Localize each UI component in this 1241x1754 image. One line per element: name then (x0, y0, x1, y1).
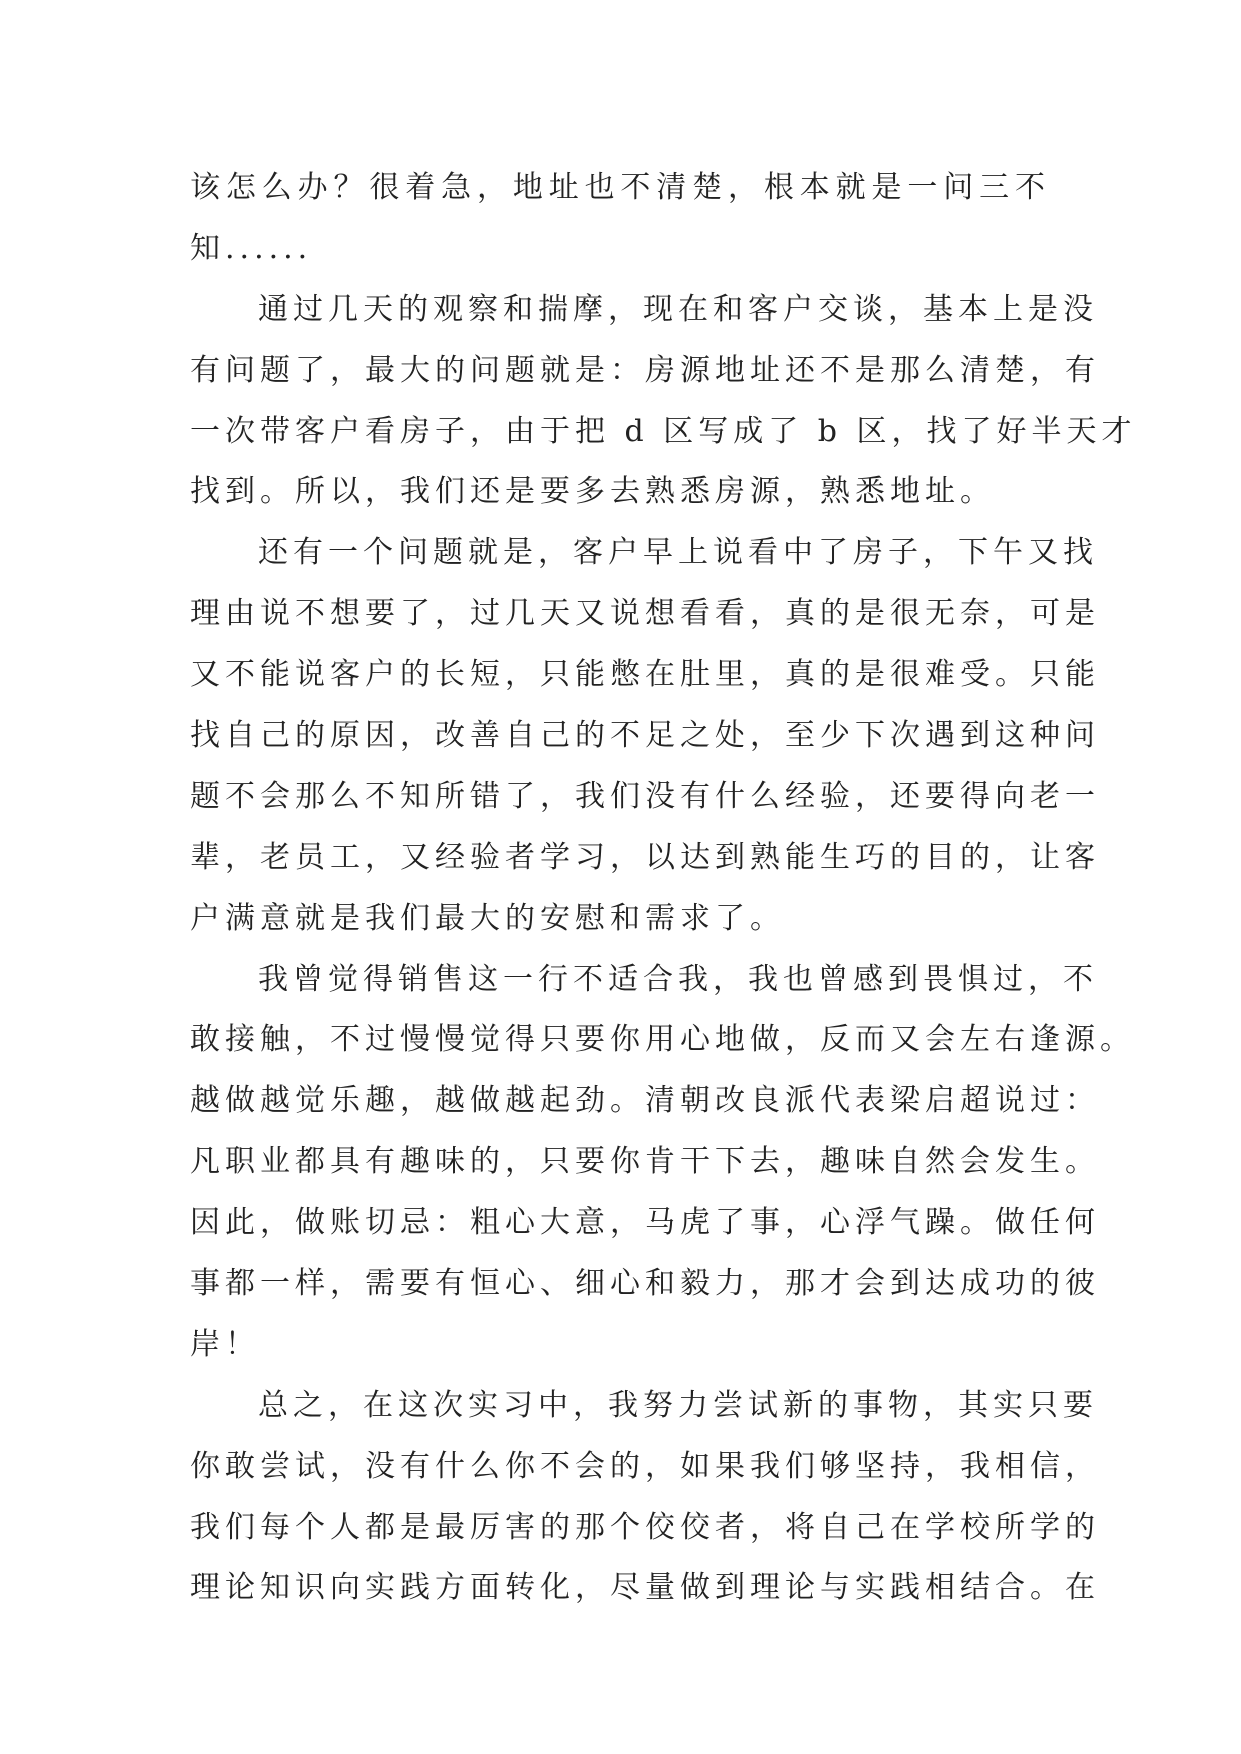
paragraph-first-line: 总之，在这次实习中，我努力尝试新的事物，其实只要 (258, 1387, 1098, 1423)
text-line: 户满意就是我们最大的安慰和需求了。 (190, 900, 785, 936)
text-line: 题不会那么不知所错了，我们没有什么经验，还要得向老一 (190, 778, 1100, 814)
text-line: 找到。所以，我们还是要多去熟悉房源，熟悉地址。 (190, 474, 995, 510)
text-line: 敢接触，不过慢慢觉得只要你用心地做，反而又会左右逢源。 (190, 1022, 1135, 1058)
text-line: 又不能说客户的长短，只能憋在肚里，真的是很难受。只能 (190, 657, 1100, 693)
text-line: 辈，老员工，又经验者学习，以达到熟能生巧的目的，让客 (190, 839, 1100, 875)
text-line: 有问题了，最大的问题就是：房源地址还不是那么清楚，有 (190, 352, 1100, 388)
paragraph-first-line: 还有一个问题就是，客户早上说看中了房子，下午又找 (258, 535, 1098, 571)
text-line: 理论知识向实践方面转化，尽量做到理论与实践相结合。在 (190, 1570, 1100, 1606)
paragraph-first-line: 我曾觉得销售这一行不适合我，我也曾感到畏惧过，不 (258, 961, 1098, 997)
text-line: 理由说不想要了，过几天又说想看看，真的是很无奈，可是 (190, 596, 1100, 632)
text-line: 找自己的原因，改善自己的不足之处，至少下次遇到这种问 (190, 718, 1100, 754)
text-line: 知...... (190, 230, 313, 266)
text-line: 你敢尝试，没有什么你不会的，如果我们够坚持，我相信， (190, 1448, 1100, 1484)
paragraph-first-line: 通过几天的观察和揣摩，现在和客户交谈，基本上是没 (258, 291, 1098, 327)
text-line: 因此，做账切忌：粗心大意，马虎了事，心浮气躁。做任何 (190, 1205, 1100, 1241)
text-line: 一次带客户看房子，由于把 d 区写成了 b 区，找了好半天才 (190, 413, 1137, 449)
text-line: 越做越觉乐趣，越做越起劲。清朝改良派代表梁启超说过： (190, 1083, 1100, 1119)
text-line: 该怎么办？很着急，地址也不清楚，根本就是一问三不 (190, 170, 1050, 205)
text-line: 我们每个人都是最厉害的那个佼佼者，将自己在学校所学的 (190, 1509, 1100, 1545)
text-line: 岸！ (190, 1326, 260, 1362)
document-body (190, 158, 1137, 1619)
text-line: 事都一样，需要有恒心、细心和毅力，那才会到达成功的彼 (190, 1266, 1100, 1302)
text-line: 凡职业都具有趣味的，只要你肯干下去，趣味自然会发生。 (190, 1144, 1100, 1180)
